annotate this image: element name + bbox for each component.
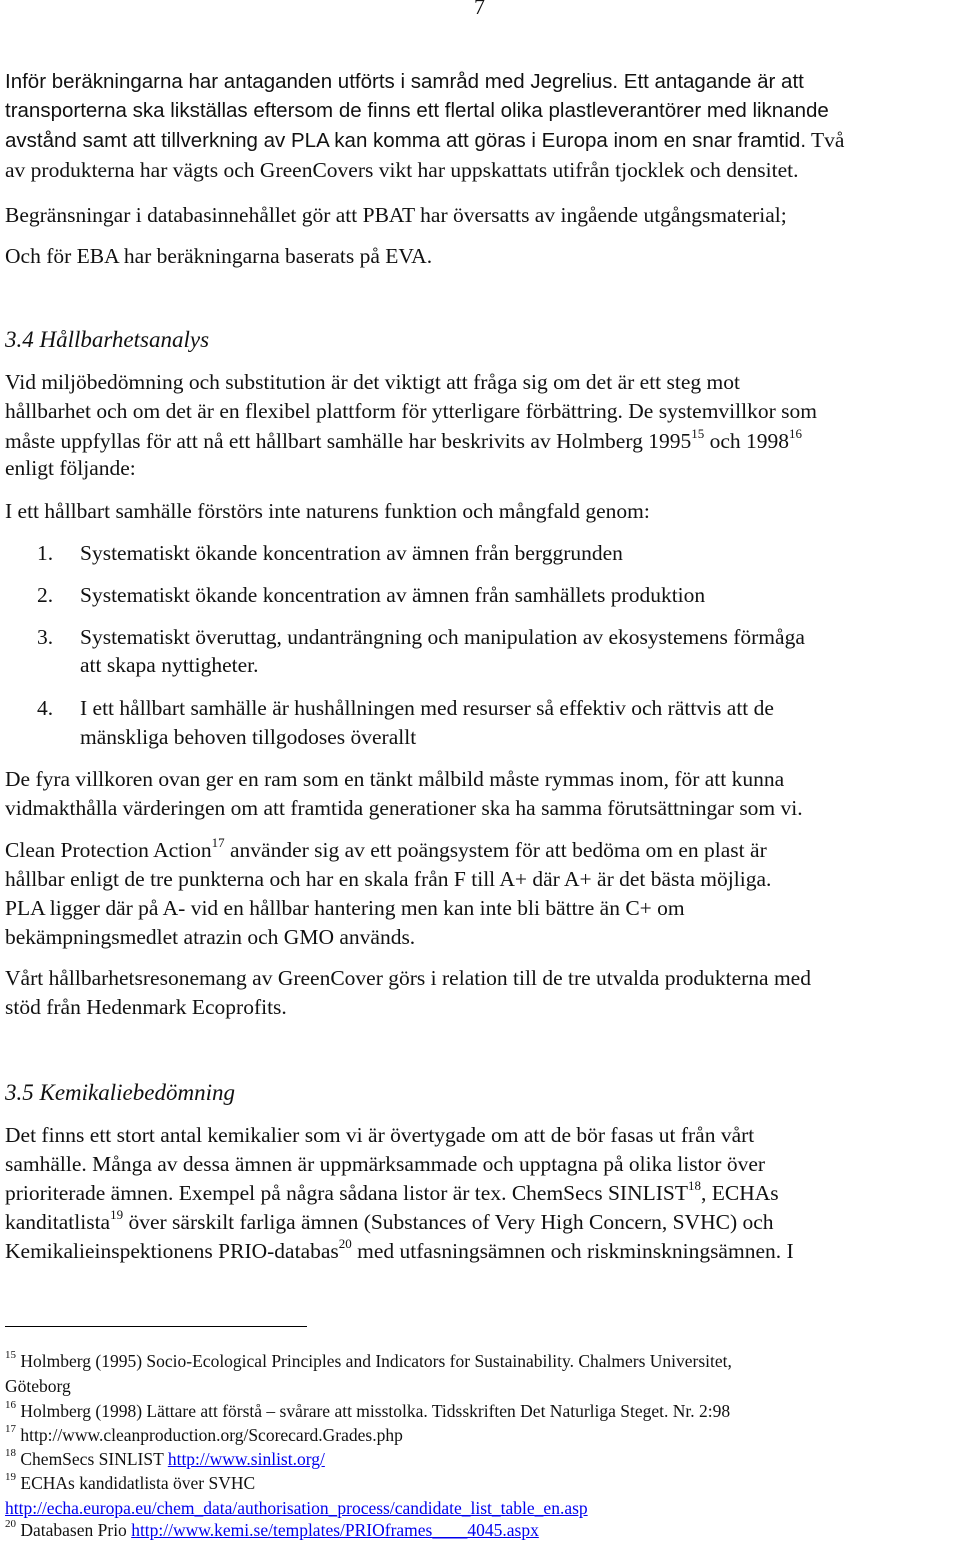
text-span: De systemvillkor som bbox=[622, 399, 817, 423]
footnote-text: Holmberg (1998) Lättare att förstå – svårare att misstolka. Tidsskriften Det Naturliga Steget. Nr. 2:98 bbox=[16, 1401, 731, 1421]
footnote-17 bbox=[5, 1423, 403, 1445]
list-item: I ett hållbart samhälle är hushållningen med resurser så effektiv och rättvis att de bbox=[80, 696, 774, 720]
footnote-18 bbox=[5, 1447, 325, 1469]
footnote-link[interactable]: http://www.sinlist.org/ bbox=[167, 1449, 325, 1469]
footnote-divider bbox=[5, 1326, 307, 1327]
list-item: Systematiskt överuttag, undanträngning och manipulation av ekosystemens förmåga bbox=[80, 625, 805, 649]
footnote-15-cont: Göteborg bbox=[5, 1376, 71, 1396]
section-heading: 3.5 Kemikaliebedömning bbox=[5, 1080, 235, 1105]
paragraph-line: av produkterna har vägts och GreenCovers vikt har uppskattats utifrån tjocklek och densitet. bbox=[5, 158, 799, 182]
footnote-15 bbox=[5, 1349, 732, 1371]
text-span: och 1998 bbox=[704, 429, 790, 453]
paragraph-line: stöd från Hedenmark Ecoprofits. bbox=[5, 995, 287, 1019]
footnote-number: 16 bbox=[5, 1399, 16, 1412]
paragraph-line bbox=[5, 130, 844, 152]
footnote-19 bbox=[5, 1471, 256, 1493]
paragraph-line: Inför beräkningarna har antaganden utförts i samråd med Jegrelius. Ett antagande är att bbox=[5, 70, 804, 93]
text-span: , ECHAs bbox=[701, 1181, 779, 1205]
paragraph-line: hållbar enligt de tre punkterna och har en skala från F till A+ där A+ är det bästa möjliga. bbox=[5, 867, 772, 891]
paragraph-line bbox=[5, 1206, 774, 1234]
footnote-text: Holmberg (1995) Socio-Ecological Principles and Indicators for Sustainability. Chalmers Universitet, bbox=[16, 1351, 732, 1371]
list-item-number: 2. bbox=[37, 583, 54, 607]
text-span: över särskilt farliga ämnen (Substances of Very High Concern, SVHC) och bbox=[123, 1210, 774, 1234]
text-span: Två bbox=[806, 128, 845, 152]
footnote-ref: 20 bbox=[338, 1235, 352, 1251]
paragraph-line bbox=[5, 1235, 794, 1263]
paragraph-line: bekämpningsmedlet atrazin och GMO används. bbox=[5, 925, 416, 949]
footnote-text: Databasen Prio bbox=[16, 1520, 132, 1540]
paragraph-line: Vid miljöbedömning och substitution är det viktigt att fråga sig om det är ett steg mot bbox=[5, 370, 740, 394]
paragraph-line: Och för EBA har beräkningarna baserats på EVA. bbox=[5, 244, 433, 268]
footnote-ref: 17 bbox=[211, 834, 225, 850]
paragraph-line: transporterna ska likställas eftersom de finns ett flertal olika plastleverantörer med liknande bbox=[5, 99, 829, 122]
footnote-number: 20 bbox=[5, 1518, 16, 1531]
paragraph-line: I ett hållbart samhälle förstörs inte naturens funktion och mångfald genom: bbox=[5, 499, 650, 523]
paragraph-line bbox=[5, 834, 767, 862]
paragraph-line: Det finns ett stort antal kemikalier som vi är övertygade om att de bör fasas ut från vårt bbox=[5, 1123, 755, 1147]
text-span: Clean Protection Action bbox=[5, 838, 212, 862]
text-span: kanditatlista bbox=[5, 1210, 111, 1234]
paragraph-line: Vårt hållbarhetsresonemang av GreenCover görs i relation till de tre utvalda produkterna med bbox=[5, 966, 811, 990]
paragraph-line: PLA ligger där på A- vid en hållbar hantering men kan inte bli bättre än C+ om bbox=[5, 896, 685, 920]
text-span: prioriterade ämnen. Exempel på några sådana listor är tex. ChemSecs SINLIST bbox=[5, 1181, 688, 1205]
paragraph-line: Begränsningar i databasinnehållet gör att PBAT har översatts av ingående utgångsmaterial; bbox=[5, 203, 787, 227]
footnote-number: 19 bbox=[5, 1471, 16, 1484]
list-item-number: 4. bbox=[37, 696, 54, 720]
footnote-19-link[interactable]: http://echa.europa.eu/chem_data/authorisation_process/candidate_list_table_en.asp bbox=[5, 1498, 588, 1518]
page-number: 7 bbox=[474, 0, 485, 19]
paragraph-line bbox=[5, 401, 817, 423]
list-item: Systematiskt ökande koncentration av ämnen från berggrunden bbox=[80, 541, 623, 565]
list-item-number: 3. bbox=[37, 625, 54, 649]
footnote-ref: 16 bbox=[789, 425, 803, 441]
paragraph-line: samhälle. Många av dessa ämnen är uppmärksammade och upptagna på olika listor över bbox=[5, 1152, 766, 1176]
text-span: med utfasningsämnen och riskminskningsämnen. I bbox=[351, 1239, 794, 1263]
footnote-number: 17 bbox=[5, 1423, 16, 1436]
section-heading: 3.4 Hållbarhetsanalys bbox=[5, 327, 210, 352]
footnote-ref: 15 bbox=[691, 425, 705, 441]
list-item-number: 1. bbox=[37, 541, 54, 565]
paragraph-line: vidmakthålla värderingen om att framtida generationer ska ha samma förutsättningar som vi. bbox=[5, 796, 803, 820]
footnote-text: http://www.cleanproduction.org/Scorecard.Grades.php bbox=[16, 1425, 403, 1445]
text-span: Kemikalieinspektionens PRIO-databas bbox=[5, 1239, 339, 1263]
footnote-link[interactable]: http://www.kemi.se/templates/PRIOframes____4045.aspx bbox=[131, 1520, 539, 1540]
text-span: använder sig av ett poängsystem för att bedöma om en plast är bbox=[224, 838, 767, 862]
text-span: hållbarhet och om det är en flexibel plattform för ytterligare förbättring. bbox=[5, 399, 623, 423]
paragraph-line bbox=[5, 425, 803, 453]
text-span: måste uppfyllas för att nå ett hållbart samhälle har beskrivits av Holmberg 1995 bbox=[5, 429, 692, 453]
list-item: att skapa nyttigheter. bbox=[80, 653, 259, 677]
list-item: Systematiskt ökande koncentration av ämnen från samhällets produktion bbox=[80, 583, 706, 607]
paragraph-line: enligt följande: bbox=[5, 456, 136, 480]
footnote-text: ChemSecs SINLIST bbox=[16, 1449, 168, 1469]
footnote-20 bbox=[5, 1518, 539, 1540]
footnote-ref: 19 bbox=[110, 1206, 124, 1222]
footnote-ref: 18 bbox=[688, 1177, 701, 1193]
text-span: avstånd samt att tillverkning av PLA kan komma att göras i Europa inom en snar framtid. bbox=[5, 129, 807, 152]
list-item: mänskliga behoven tillgodoses överallt bbox=[80, 725, 417, 749]
paragraph-line: De fyra villkoren ovan ger en ram som en tänkt målbild måste rymmas inom, för att kunna bbox=[5, 767, 785, 791]
footnote-text: ECHAs kandidatlista över SVHC bbox=[16, 1473, 256, 1493]
paragraph-line bbox=[5, 1177, 779, 1205]
footnote-number: 18 bbox=[5, 1447, 16, 1460]
footnote-number: 15 bbox=[5, 1349, 16, 1362]
footnote-16 bbox=[5, 1399, 731, 1421]
